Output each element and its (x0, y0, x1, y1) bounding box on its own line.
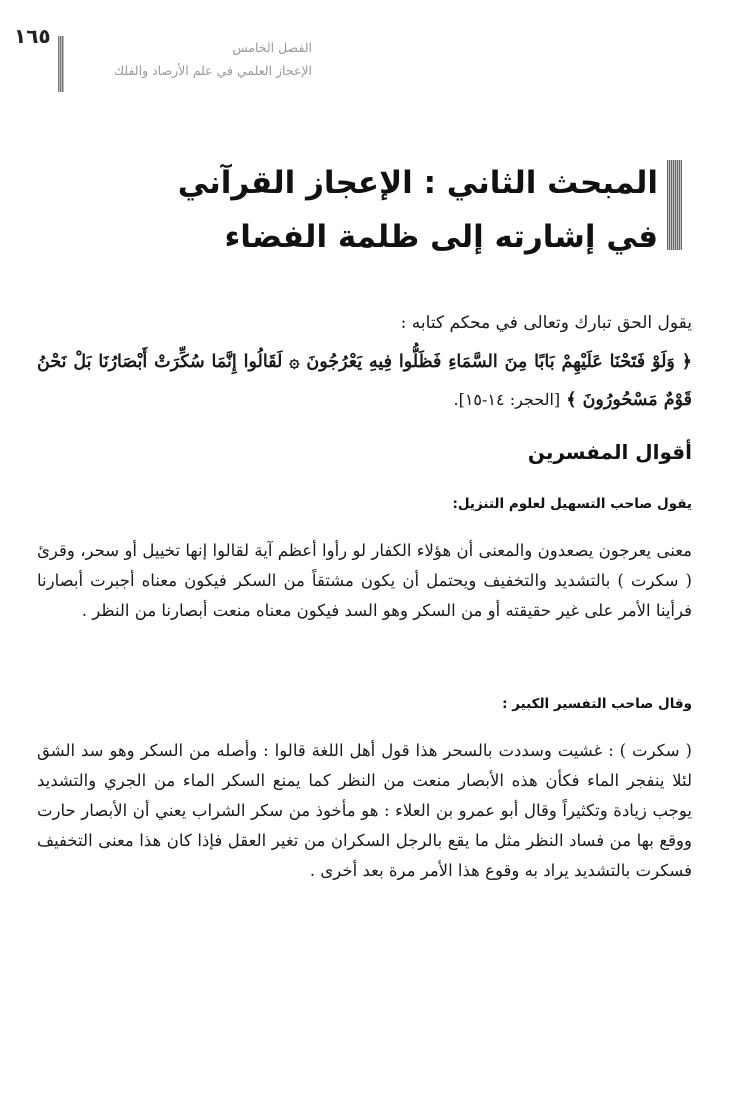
quran-verse (37, 344, 692, 419)
title-line-2: في إشارته إلى ظلمة الفضاء (224, 219, 658, 255)
page-number: ١٦٥ (14, 24, 51, 48)
source-heading-kabir: وقال صاحب التفسير الكبير : (502, 696, 692, 712)
verse-text: ﴿ وَلَوْ فَتَحْنَا عَلَيْهِمْ بَابًا مِنَ السَّمَاءِ فَظَلُّوا فِيهِ يَعْرُجُونَ ۞ لَقَالُوا إِنَّمَا سُكِّرَتْ أَبْصَارُنَا بَلْ نَحْنُ قَوْمٌ مَسْحُورُونَ ﴾ (37, 352, 692, 410)
section-heading: أقوال المفسرين (527, 440, 692, 464)
intro-text: يقول الحق تبارك وتعالى في محكم كتابه : (400, 313, 692, 333)
paragraph-kabir: ( سكرت ) : غشيت وسددت بالسحر هذا قول أهل اللغة قالوا : وأصله من السكر وهو سد الشق لئلا ينفجر الماء فكأن هذه الأبصار منعت من النظر كما يمنع السكر الماء من الجري والتشديد يوجب زيادة وتكثيراً وقال أبو عمرو بن العلاء : هو مأخوذ من سكر الشراب يعني أن الأبصار حارت ووقع بها من فساد النظر مثل ما يقع بالرجل السكران من تغير العقل فإذا كان هذا معنى التخفيف فسكرت بالتشديد يراد به وقوع هذا الأمر مرة بعد أخرى . (37, 741, 692, 880)
running-head (72, 36, 312, 82)
running-head-chapter: الفصل الخامس (232, 40, 312, 55)
title-line-1: المبحث الثاني : الإعجاز القرآني (177, 165, 658, 201)
page-title (98, 156, 658, 264)
running-head-subject: الإعجاز العلمي في علم الأرصاد والفلك (113, 63, 312, 78)
running-head-bar (58, 36, 64, 92)
source-heading-tashil: يقول صاحب التسهيل لعلوم التنزيل: (452, 496, 692, 512)
paragraph-tashil: معنى يعرجون يصعدون والمعنى أن هؤلاء الكفار لو رأوا أعظم آية لقالوا إنها تخييل أو سحر، وقرئ ( سكرت ) بالتشديد والتخفيف ويحتمل أن يكون مشتقاً من السكر فيكون معناه أجبرت أبصارنا فرأينا الأمر على غير حقيقته أو من السكر وهو السد فيكون معناه منعت أبصارنا من النظر . (37, 541, 692, 620)
title-bar (667, 160, 682, 250)
verse-reference: [الحجر: ١٤-١٥]. (453, 390, 561, 409)
